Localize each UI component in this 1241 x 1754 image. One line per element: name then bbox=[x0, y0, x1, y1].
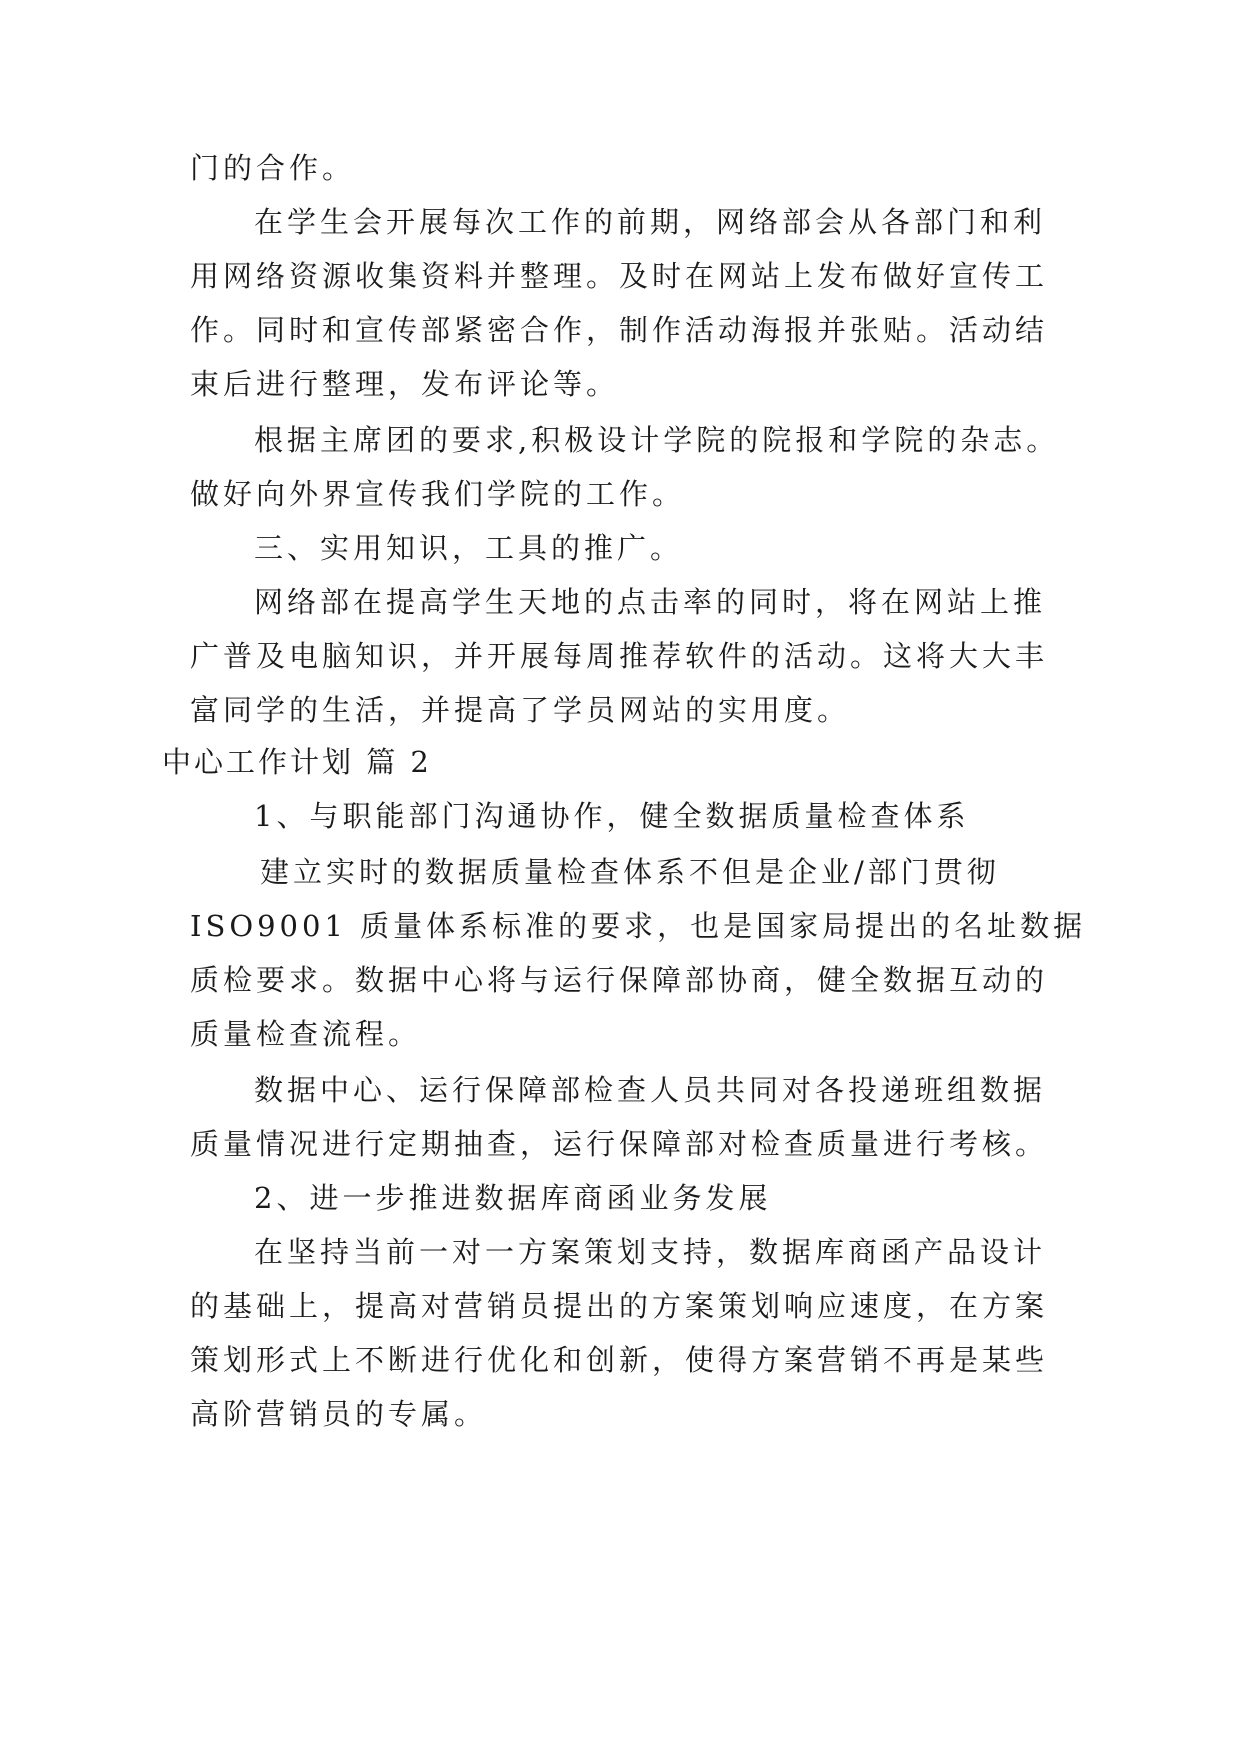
text-line: 用网络资源收集资料并整理。及时在网站上发布做好宣传工 bbox=[190, 259, 1049, 293]
text-line: 富同学的生活，并提高了学员网站的实用度。 bbox=[190, 693, 851, 727]
paragraph-line: 在学生会开展每次工作的前期，网络部会从各部门和利 bbox=[254, 205, 1047, 239]
text-line: 束后进行整理，发布评论等。 bbox=[190, 367, 620, 401]
text-line: 质量检查流程。 bbox=[190, 1017, 422, 1051]
text-line: 质量情况进行定期抽查，运行保障部对检查质量进行考核。 bbox=[190, 1127, 1049, 1161]
text-line: 做好向外界宣传我们学院的工作。 bbox=[190, 477, 686, 511]
section-heading: 1、与职能部门沟通协作，健全数据质量检查体系 bbox=[254, 799, 970, 833]
text-line: 作。同时和宣传部紧密合作，制作活动海报并张贴。活动结 bbox=[190, 313, 1049, 347]
paragraph-line: 在坚持当前一对一方案策划支持，数据库商函产品设计 bbox=[254, 1235, 1047, 1269]
text-line: 质检要求。数据中心将与运行保障部协商，健全数据互动的 bbox=[190, 963, 1049, 997]
text-line: 策划形式上不断进行优化和创新，使得方案营销不再是某些 bbox=[190, 1343, 1049, 1377]
article-heading: 中心工作计划 篇 2 bbox=[162, 745, 432, 779]
paragraph-line: 建立实时的数据质量检查体系不但是企业/部门贯彻 bbox=[260, 855, 1000, 889]
paragraph-line: 数据中心、运行保障部检查人员共同对各投递班组数据 bbox=[254, 1073, 1047, 1107]
paragraph-line: 网络部在提高学生天地的点击率的同时，将在网站上推 bbox=[254, 585, 1047, 619]
section-heading: 2、进一步推进数据库商函业务发展 bbox=[254, 1181, 772, 1215]
text-line: 广普及电脑知识，并开展每周推荐软件的活动。这将大大丰 bbox=[190, 639, 1049, 673]
paragraph-line: 根据主席团的要求,积极设计学院的院报和学院的杂志。 bbox=[254, 423, 1060, 457]
text-line: ISO9001 质量体系标准的要求，也是国家局提出的名址数据 bbox=[190, 909, 1087, 943]
text-line: 门的合作。 bbox=[190, 151, 356, 185]
section-heading: 三、实用知识，工具的推广。 bbox=[254, 531, 684, 565]
text-line: 高阶营销员的专属。 bbox=[190, 1397, 488, 1431]
text-line: 的基础上，提高对营销员提出的方案策划响应速度，在方案 bbox=[190, 1289, 1049, 1323]
